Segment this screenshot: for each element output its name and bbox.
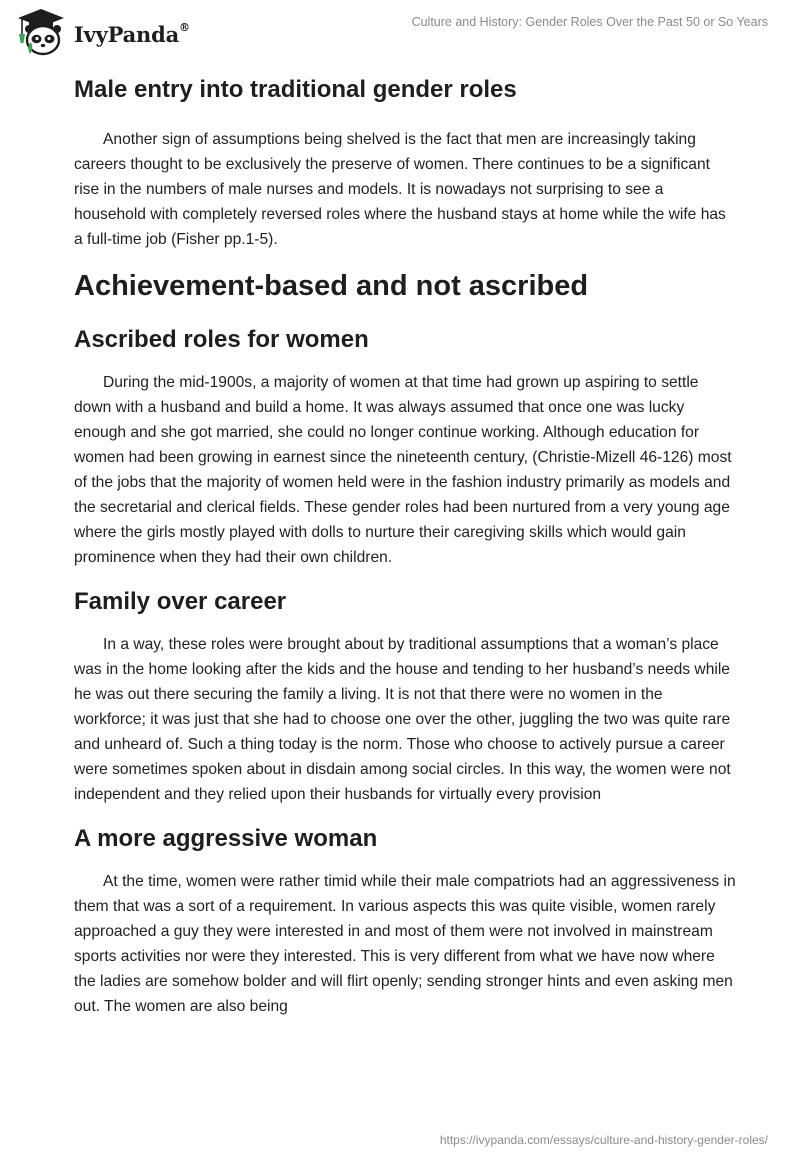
running-title: Culture and History: Gender Roles Over the Past 50 or So Years <box>411 15 768 29</box>
paragraph-aggressive-woman: At the time, women were rather timid while their male compatriots had an aggressiveness in them that was a sort of a requirement. In various aspects this was quite visible, women rarely approached a guy they were interested in and most of them were not involved in mainstream sports activities nor were they interested. This is very different from what we have now where the ladies are somehow bolder and will flirt openly; sending stronger hints and even asking men out. The women are also being <box>74 873 736 1015</box>
logo-wordmark: IvyPanda® <box>74 20 190 47</box>
ivypanda-logo[interactable] <box>14 7 190 57</box>
heading-aggressive-woman: A more aggressive woman <box>74 825 378 852</box>
heading-male-entry: Male entry into traditional gender roles <box>74 76 517 103</box>
footer-source-link[interactable]: https://ivypanda.com/essays/culture-and-history-gender-roles/ <box>439 1133 768 1147</box>
heading-family-over-career: Family over career <box>74 588 287 615</box>
heading-achievement-based: Achievement-based and not ascribed <box>74 270 589 302</box>
paragraph-ascribed-roles: During the mid-1900s, a majority of women at that time had grown up aspiring to settle down with a husband and build a home. It was always assumed that once one was lucky enough and she got married, she could no longer continue working. Although education for women had been growing in earnest since the nineteenth century, (Christie-Mizell 46-126) most of the jobs that the majority of women held were in the fashion industry primarily as models and the secretarial and clerical fields. These gender roles had been nurtured from a very young age where the girls mostly played with dolls to nurture their caregiving skills which would gain prominence when they had their own children. <box>74 374 732 566</box>
essay-content <box>74 70 736 1019</box>
paragraph-family-over-career: In a way, these roles were brought about by traditional assumptions that a woman’s place was in the home looking after the kids and the house and tending to her husband’s needs while he was out there securing the family a living. It is not that there were no women in the workforce; it was just that she had to choose one over the other, juggling the two was quite rare and unheard of. Such a thing today is the norm. Those who choose to actively pursue a career were sometimes spoken about in disdain among social circles. In this way, the women were not independent and they relied upon their husbands for virtually every provision <box>74 636 731 803</box>
paragraph-male-entry: Another sign of assumptions being shelved is the fact that men are increasingly taking careers thought to be exclusively the preserve of women. There continues to be a significant rise in the numbers of male nurses and models. It is nowadays not surprising to see a household with completely reversed roles where the husband stays at home while the wife has a full-time job (Fisher pp.1-5). <box>74 131 726 248</box>
panda-graduate-icon <box>14 7 68 57</box>
heading-ascribed-roles: Ascribed roles for women <box>74 326 369 353</box>
page-header <box>0 0 800 64</box>
